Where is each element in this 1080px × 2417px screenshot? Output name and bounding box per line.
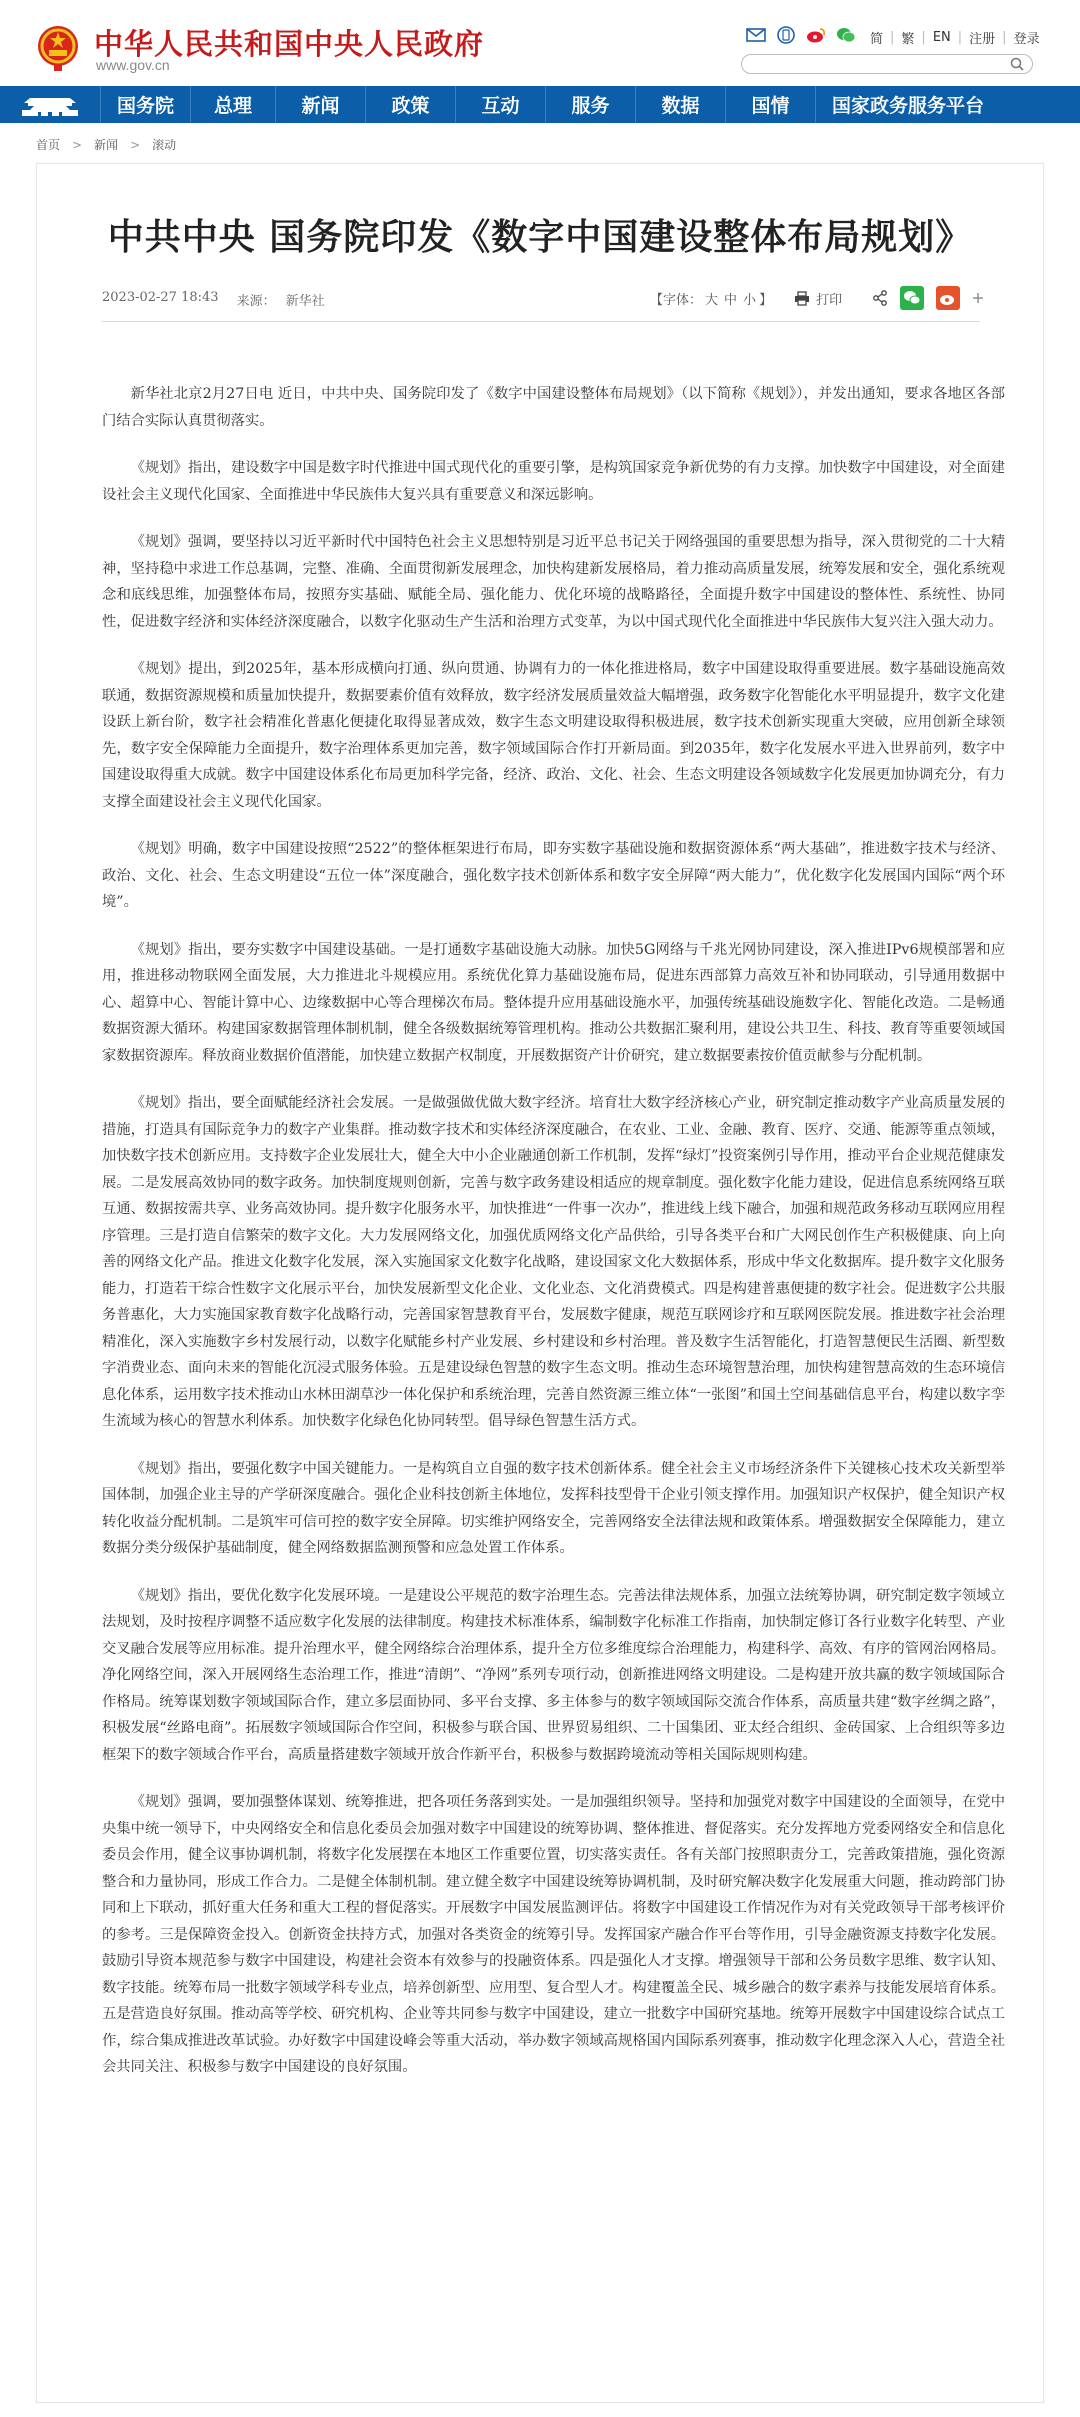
print-button[interactable] [794, 289, 842, 308]
article-paragraph: 《规划》强调，要坚持以习近平新时代中国特色社会主义思想特别是习近平总书记关于网络强国的重要思想为指导，深入贯彻党的二十大精神，坚持稳中求进工作总基调，完整、准确、全面贯彻新发展理念，加快构建新发展格局，着力推动高质量发展，统筹发展和安全，强化系统观念和底线思维，加强整体布局，按照夯实基础、赋能全局、强化能力、优化环境的战略路径，全面提升数字中国建设的整体性、系统性、协同性，促进数字经济和实体经济深度融合，以数字化驱动生产生活和治理方式变革，为以中国式现代化全面推进中华民族伟大复兴注入强大动力。 [102, 534, 1005, 630]
nav-item-gov-service-platform[interactable]: 国家政务服务平台 [815, 86, 1000, 123]
weibo-icon[interactable] [806, 26, 826, 44]
article-paragraph: 《规划》强调，要加强整体谋划、统筹推进，把各项任务落到实处。一是加强组织领导。坚持和加强党对数字中国建设的全面领导，在党中央集中统一领导下，中央网络安全和信息化委员会加强对数字中国建设的统筹协调、整体推进、督促落实。充分发挥地方党委网络安全和信息化委员会作用，健全议事协调机制，将数字化发展摆在本地区工作重要位置，切实落实责任。各有关部门按照职责分工，完善政策措施，强化资源整合和力量协同，形成工作合力。二是健全体制机制。建立健全数字中国建设统筹协调机制，及时研究解决数字化发展重大问题，推动跨部门协同和上下联动，抓好重大任务和重大工程的督促落实。开展数字中国发展监测评估。将数字中国建设工作情况作为对有关党政领导干部考核评价的参考。三是保障资金投入。创新资金扶持方式，加强对各类资金的统筹引导。发挥国家产融合作平台等作用，引导金融资源支持数字化发展。鼓励引导资本规范参与数字中国建设，构建社会资本有效参与的投融资体系。四是强化人才支撑。增强领导干部和公务员数字思维、数字认知、数字技能。统筹布局一批数字领域学科专业点，培养创新型、应用型、复合型人才。构建覆盖全民、城乡融合的数字素养与技能发展培育体系。五是营造良好氛围。推动高等学校、研究机构、企业等共同参与数字中国建设，建立一批数字中国研究基地。统筹开展数字中国建设综合试点工作，综合集成推进改革试验。办好数字中国建设峰会等重大活动，举办数字领域高规格国内国际系列赛事，推动数字化理念深入人心，营造全社会共同关注、积极参与数字中国建设的良好氛围。 [102, 1794, 1005, 2075]
nav-item-policy[interactable]: 政策 [365, 86, 455, 123]
article-meta [102, 290, 325, 309]
article-paragraph: 《规划》指出，要夯实数字中国建设基础。一是打通数字基础设施大动脉。加快5G网络与千兆光网协同建设，深入推进IPv6规模部署和应用，推进移动物联网全面发展，大力推进北斗规模应用。系统优化算力基础设施布局，促进东西部算力高效互补和协同联动，引导通用数据中心、超算中心、智能计算中心、边缘数据中心等合理梯次布局。整体提升应用基础设施水平，加强传统基础设施数字化、智能化改造。二是畅通数据资源大循环。构建国家数据管理体制机制，健全各级数据统筹管理机构。推动公共数据汇聚利用，建设公共卫生、科技、教育等重要领域国家数据资源库。释放商业数据价值潜能，加快建立数据产权制度，开展数据资产计价研究，建立数据要素按价值贡献参与分配机制。 [102, 941, 1005, 1064]
font-size-label: 【字体： [650, 292, 703, 308]
font-small-button[interactable]: 小 [743, 292, 757, 308]
nav-item-premier[interactable]: 总理 [190, 86, 275, 123]
print-label: 打印 [816, 292, 843, 308]
share-weibo-button[interactable] [936, 286, 960, 310]
search-input[interactable] [752, 57, 1012, 75]
share-icon [872, 290, 888, 306]
chevron-right-icon: > [130, 137, 141, 152]
weibo-icon [936, 286, 960, 310]
breadcrumb-rolling[interactable]: 滚动 [152, 138, 177, 152]
link-english[interactable]: EN [932, 30, 951, 45]
article-body [102, 381, 1005, 2102]
nav-home[interactable] [0, 86, 100, 123]
article-container [36, 163, 1044, 2403]
article-source: 新华社 [285, 294, 325, 309]
search-icon[interactable] [1010, 57, 1024, 71]
site-name[interactable]: 中华人民共和国中央人民政府 [94, 27, 485, 61]
link-simplified[interactable]: 简 [870, 32, 884, 47]
tiananmen-icon [18, 92, 82, 118]
nav-item-interaction[interactable]: 互动 [455, 86, 545, 123]
main-nav [0, 86, 1080, 123]
share-wechat-button[interactable] [900, 286, 924, 310]
mobile-icon[interactable] [776, 26, 796, 44]
article-paragraph: 《规划》提出，到2025年，基本形成横向打通、纵向贯通、协调有力的一体化推进格局，数字中国建设取得重要进展。数字基础设施高效联通，数据资源规模和质量加快提升，数据要素价值有效释放，数字经济发展质量效益大幅增强，政务数字化智能化水平明显提升，数字文化建设跃上新台阶，数字社会精准化普惠化便捷化取得显著成效，数字生态文明建设取得积极进展，数字技术创新实现重大突破，应用创新全球领先，数字安全保障能力全面提升，数字治理体系更加完善，数字领域国际合作打开新局面。到2035年，数字化发展水平进入世界前列，数字中国建设取得重大成就。数字中国建设体系化布局更加科学完备，经济、政治、文化、社会、生态文明建设各领域数字化发展更加协调充分，有力支撑全面建设社会主义现代化国家。 [102, 661, 1005, 810]
nav-item-data[interactable]: 数据 [635, 86, 725, 123]
share-button[interactable] [872, 290, 888, 306]
article-tools [650, 286, 996, 310]
printer-icon [794, 291, 810, 306]
font-large-button[interactable]: 大 [705, 292, 719, 308]
mail-icon[interactable] [746, 26, 766, 44]
wechat-icon [900, 286, 924, 310]
breadcrumb-home[interactable]: 首页 [36, 138, 61, 152]
article-paragraph: 新华社北京2月27日电 近日，中共中央、国务院印发了《数字中国建设整体布局规划》（以下简称《规划》），并发出通知，要求各地区各部门结合实际认真贯彻落实。 [102, 386, 1005, 429]
chevron-right-icon: > [72, 137, 83, 152]
article-date: 2023-02-27 18:43 [102, 290, 219, 305]
article-paragraph: 《规划》指出，建设数字中国是数字时代推进中国式现代化的重要引擎，是构筑国家竞争新优势的有力支撑。加快数字中国建设，对全面建设社会主义现代化国家、全面推进中华民族伟大复兴具有重要意义和深远影响。 [102, 460, 1005, 503]
site-header [0, 0, 1080, 86]
font-medium-button[interactable]: 中 [724, 292, 738, 308]
link-register[interactable]: 注册 [969, 32, 996, 47]
font-size-control [650, 289, 772, 308]
article-title: 中共中央 国务院印发《数字中国建设整体布局规划》 [107, 217, 973, 258]
nav-item-services[interactable]: 服务 [545, 86, 635, 123]
article-paragraph: 《规划》指出，要全面赋能经济社会发展。一是做强做优做大数字经济。培育壮大数字经济核心产业，研究制定推动数字产业高质量发展的措施，打造具有国际竞争力的数字产业集群。推动数字技术和实体经济深度融合，在农业、工业、金融、教育、医疗、交通、能源等重点领域，加快数字技术创新应用。支持数字企业发展壮大，健全大中小企业融通创新工作机制，发挥“绿灯”投资案例引导作用，推动平台企业规范健康发展。二是发展高效协同的数字政务。加快制度规则创新，完善与数字政务建设相适应的规章制度。强化数字化能力建设，促进信息系统网络互联互通、数据按需共享、业务高效协同。提升数字化服务水平，加快推进“一件事一次办”，推进线上线下融合，加强和规范政务移动互联网应用程序管理。三是打造自信繁荣的数字文化。大力发展网络文化，加强优质网络文化产品供给，引导各类平台和广大网民创作生产积极健康、向上向善的网络文化产品。推进文化数字化发展，深入实施国家文化数字化战略，建设国家文化大数据体系，形成中华文化数据库。提升数字文化服务能力，打造若干综合性数字文化展示平台，加快发展新型文化企业、文化业态、文化消费模式。四是构建普惠便捷的数字社会。促进数字公共服务普惠化，大力实施国家教育数字化战略行动，完善国家智慧教育平台，发展数字健康，规范互联网诊疗和互联网医院发展。推进数字社会治理精准化，深入实施数字乡村发展行动，以数字化赋能乡村产业发展、乡村建设和乡村治理。普及数字生活智能化，打造智慧便民生活圈、新型数字消费业态、面向未来的智能化沉浸式服务体验。五是建设绿色智慧的数字生态文明。推动生态环境智慧治理，加快构建智慧高效的生态环境信息化体系，运用数字技术推动山水林田湖草沙一体化保护和系统治理，完善自然资源三维立体“一张图”和国土空间基础信息平台，构建以数字孪生流域为核心的智慧水利体系。加快数字化绿色化协同转型。倡导绿色智慧生活方式。 [102, 1095, 1005, 1429]
breadcrumb [36, 136, 176, 153]
top-links: 简 | 繁 | EN | 注册 | 登录 [870, 30, 1040, 47]
font-size-close: 】 [759, 292, 773, 308]
share-more-button[interactable] [972, 292, 984, 304]
nav-item-national-info[interactable]: 国情 [725, 86, 815, 123]
plus-icon [972, 292, 984, 304]
article-paragraph: 《规划》明确，数字中国建设按照“2522”的整体框架进行布局，即夯实数字基础设施和数据资源体系“两大基础”，推进数字技术与经济、政治、文化、社会、生态文明建设“五位一体”深度融合，强化数字技术创新体系和数字安全屏障“两大能力”，优化数字化发展国内国际“两个环境”。 [102, 841, 1005, 910]
nav-item-state-council[interactable]: 国务院 [100, 86, 190, 123]
site-url: www.gov.cn [96, 57, 170, 73]
wechat-icon[interactable] [836, 26, 856, 44]
article-paragraph: 《规划》指出，要强化数字中国关键能力。一是构筑自立自强的数字技术创新体系。健全社会主义市场经济条件下关键核心技术攻关新型举国体制，加强企业主导的产学研深度融合。强化企业科技创新主体地位，发挥科技型骨干企业引领支撑作用。加强知识产权保护，健全知识产权转化收益分配机制。二是筑牢可信可控的数字安全屏障。切实维护网络安全，完善网络安全法律法规和政策体系。增强数据安全保障能力，建立数据分类分级保护基础制度，健全网络数据监测预警和应急处置工作体系。 [102, 1460, 1005, 1556]
link-traditional[interactable]: 繁 [901, 32, 915, 47]
link-login[interactable]: 登录 [1013, 32, 1040, 47]
source-label: 来源： [236, 294, 276, 309]
article-paragraph: 《规划》指出，要优化数字化发展环境。一是建设公平规范的数字治理生态。完善法律法规体系，加强立法统筹协调，研究制定数字领域立法规划，及时按程序调整不适应数字化发展的法律制度。构建技术标准体系，编制数字化标准工作指南，加快制定修订各行业数字化转型、产业交叉融合发展等应用标准。提升治理水平，健全网络综合治理体系，提升全方位多维度综合治理能力，构建科学、高效、有序的管网治网格局。净化网络空间，深入开展网络生态治理工作，推进“清朗”、“净网”系列专项行动，创新推进网络文明建设。二是构建开放共赢的数字领域国际合作格局。统筹谋划数字领域国际合作，建立多层面协同、多平台支撑、多主体参与的数字领域国际交流合作体系，高质量共建“数字丝绸之路”，积极发展“丝路电商”。拓展数字领域国际合作空间，积极参与联合国、世界贸易组织、二十国集团、亚太经合组织、金砖国家、上合组织等多边框架下的数字领域合作平台，高质量搭建数字领域开放合作新平台，积极参与数据跨境流动等相关国际规则构建。 [102, 1587, 1005, 1763]
top-icon-bar [746, 26, 856, 44]
national-emblem-icon[interactable] [36, 24, 80, 72]
breadcrumb-news[interactable]: 新闻 [94, 138, 119, 152]
divider [102, 321, 980, 322]
search-box [741, 54, 1033, 74]
nav-item-news[interactable]: 新闻 [275, 86, 365, 123]
